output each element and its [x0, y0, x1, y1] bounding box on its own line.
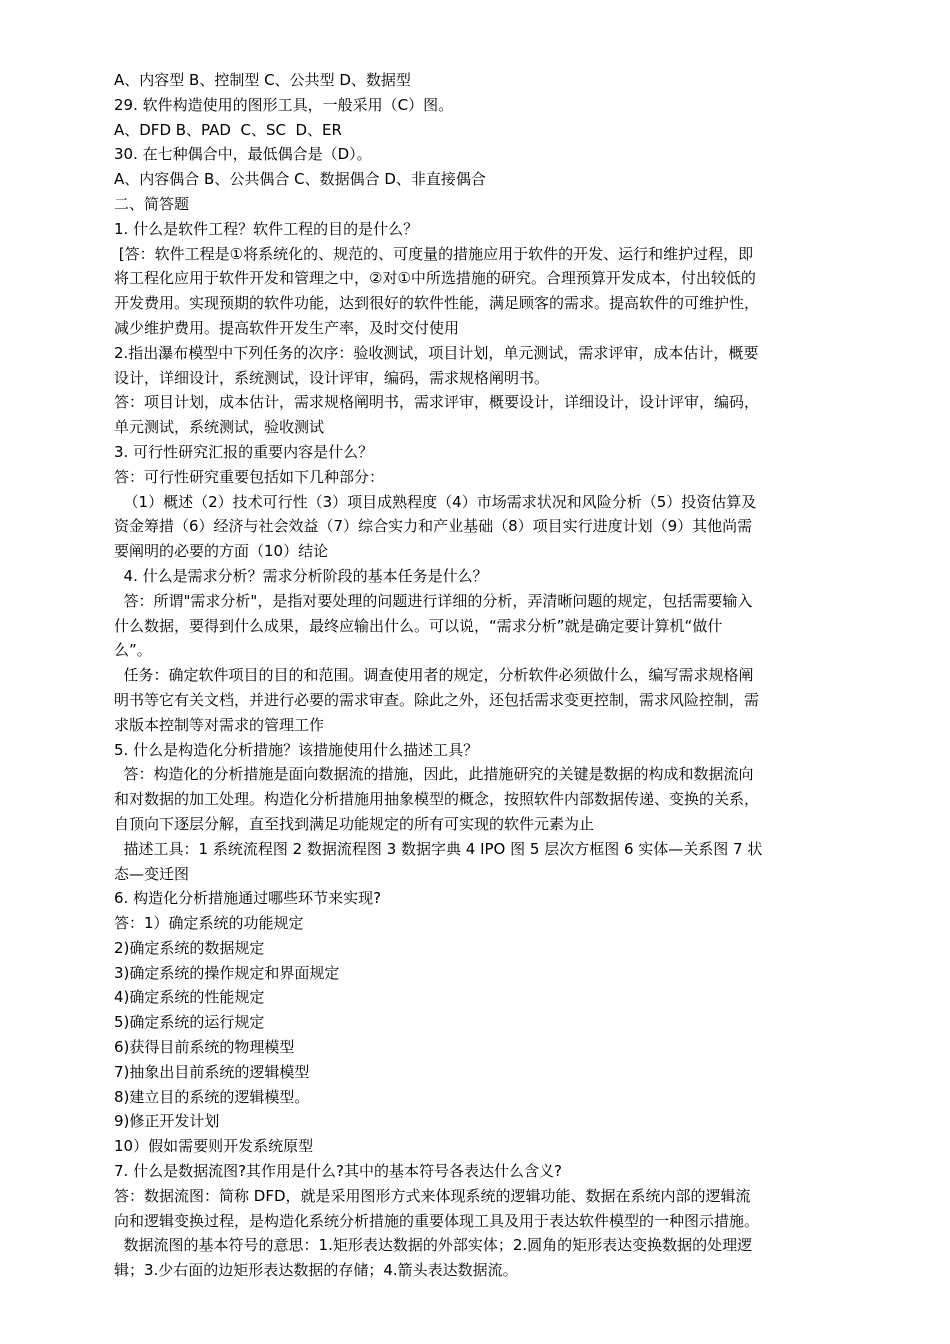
text-line: 要阐明的必要的方面（10）结论 [114, 542, 329, 561]
text-line: 辑；3.少右面的边矩形表达数据的存储；4.箭头表达数据流。 [114, 1261, 518, 1280]
text-line: 开发费用。实现预期的软件功能，达到很好的软件性能，满足顾客的需求。提高软件的可维护性， [114, 294, 760, 313]
text-line: 资金筹措（6）经济与社会效益（7）综合实力和产业基础（8）项目实行进度计划（9）其他尚需 [114, 517, 753, 536]
text-line: 8)建立目的系统的逻辑模型。 [114, 1087, 310, 1106]
text-line: A、DFD B、PAD C、SC D、ER [114, 120, 342, 139]
text-line: 答：构造化的分析措施是面向数据流的措施，因此，此措施研究的关键是数据的构成和数据流向 [114, 765, 754, 784]
text-line: 自顶向下逐层分解，直至找到满足功能规定的所有可实现的软件元素为止 [114, 814, 595, 833]
text-line: A、内容偶合 B、公共偶合 C、数据偶合 D、非直接偶合 [114, 170, 486, 189]
text-line: 减少维护费用。提高软件开发生产率，及时交付使用 [114, 318, 460, 337]
text-line: 态—变迁图 [114, 864, 190, 883]
text-line: 任务：确定软件项目的目的和范围。调查使用者的规定，分析软件必须做什么，编写需求规格阐 [114, 666, 754, 685]
text-line: 6. 构造化分析措施通过哪些环节来实现? [114, 889, 382, 908]
text-line: 2)确定系统的数据规定 [114, 938, 265, 957]
text-line: 7. 什么是数据流图?其作用是什么?其中的基本符号各表达什么含义? [114, 1162, 562, 1181]
text-line: 3. 可行性研究汇报的重要内容是什么？ [114, 442, 374, 461]
text-line: 和对数据的加工处理。构造化分析措施用抽象模型的概念，按照软件内部数据传递、变换的关系， [114, 790, 760, 809]
text-line: 答：所谓"需求分析"，是指对要处理的问题进行详细的分析，弄清晰问题的规定，包括需要输入 [114, 591, 753, 610]
text-line: 4. 什么是需求分析？需求分析阶段的基本任务是什么？ [114, 566, 488, 585]
text-line: 单元测试，系统测试，验收测试 [114, 418, 325, 437]
text-line: 7)抽象出目前系统的逻辑模型 [114, 1062, 310, 1081]
text-line: 10）假如需要则开发系统原型 [114, 1137, 314, 1156]
text-line: 29. 软件构造使用的图形工具，一般采用（C）图。 [114, 95, 454, 114]
text-line: 5)确定系统的运行规定 [114, 1013, 265, 1032]
text-line: 1. 什么是软件工程？软件工程的目的是什么？ [114, 219, 419, 238]
text-line: 30. 在七种偶合中，最低偶合是（D）。 [114, 145, 372, 164]
text-line: 向和逻辑变换过程，是构造化系统分析措施的重要体现工具及用于表达软件模型的一种图示措施。 [114, 1211, 760, 1230]
text-line: 5. 什么是构造化分析措施？该措施使用什么描述工具？ [114, 740, 479, 759]
text-line: A、内容型 B、控制型 C、公共型 D、数据型 [114, 71, 411, 89]
text-line: （1）概述（2）技术可行性（3）项目成熟程度（4）市场需求状况和风险分析（5）投资估算及 [114, 492, 757, 511]
text-line: 答：数据流图：简称 DFD，就是采用图形方式来体现系统的逻辑功能、数据在系统内部的逻辑流 [114, 1186, 751, 1205]
text-line: 3)确定系统的操作规定和界面规定 [114, 963, 340, 982]
text-line: 答：可行性研究重要包括如下几种部分： [114, 467, 385, 486]
text-line: 数据流图的基本符号的意思：1.矩形表达数据的外部实体；2.圆角的矩形表达变换数据的处理逻 [114, 1236, 753, 1255]
text-line: 4)确定系统的性能规定 [114, 988, 265, 1007]
text-line: 答：项目计划，成本估计，需求规格阐明书，需求评审，概要设计，详细设计，设计评审，编码， [114, 393, 760, 412]
text-line: 答：1）确定系统的功能规定 [114, 914, 304, 933]
text-line: 2.指出瀑布模型中下列任务的次序：验收测试，项目计划，单元测试，需求评审，成本估计，概要 [114, 343, 759, 362]
text-line: 二、简答题 [114, 194, 190, 213]
text-line: 6)获得目前系统的物理模型 [114, 1038, 295, 1057]
text-line: 9)修正开发计划 [114, 1112, 220, 1131]
text-line: 求版本控制等对需求的管理工作 [114, 715, 325, 734]
text-line: 描述工具：1 系统流程图 2 数据流程图 3 数据字典 4 IPO 图 5 层次方框图 6 实体—关系图 7 状 [114, 839, 763, 858]
text-line: 明书等它有关文档，并进行必要的需求审查。除此之外，还包括需求变更控制，需求风险控制，需 [114, 690, 760, 709]
text-line: 么”。 [114, 641, 152, 660]
text-line: 设计，详细设计，系统测试，设计评审，编码，需求规格阐明书。 [114, 368, 550, 387]
document-body [114, 68, 840, 1283]
text-line: 将工程化应用于软件开发和管理之中，②对①中所选措施的研究。合理预算开发成本，付出较低的 [114, 269, 756, 288]
text-line: [答：软件工程是①将系统化的、规范的、可度量的措施应用于软件的开发、运行和维护过程，即 [114, 244, 754, 263]
text-line: 什么数据，要得到什么成果，最终应输出什么。可以说，“需求分析”就是确定要计算机“做什 [114, 616, 723, 635]
